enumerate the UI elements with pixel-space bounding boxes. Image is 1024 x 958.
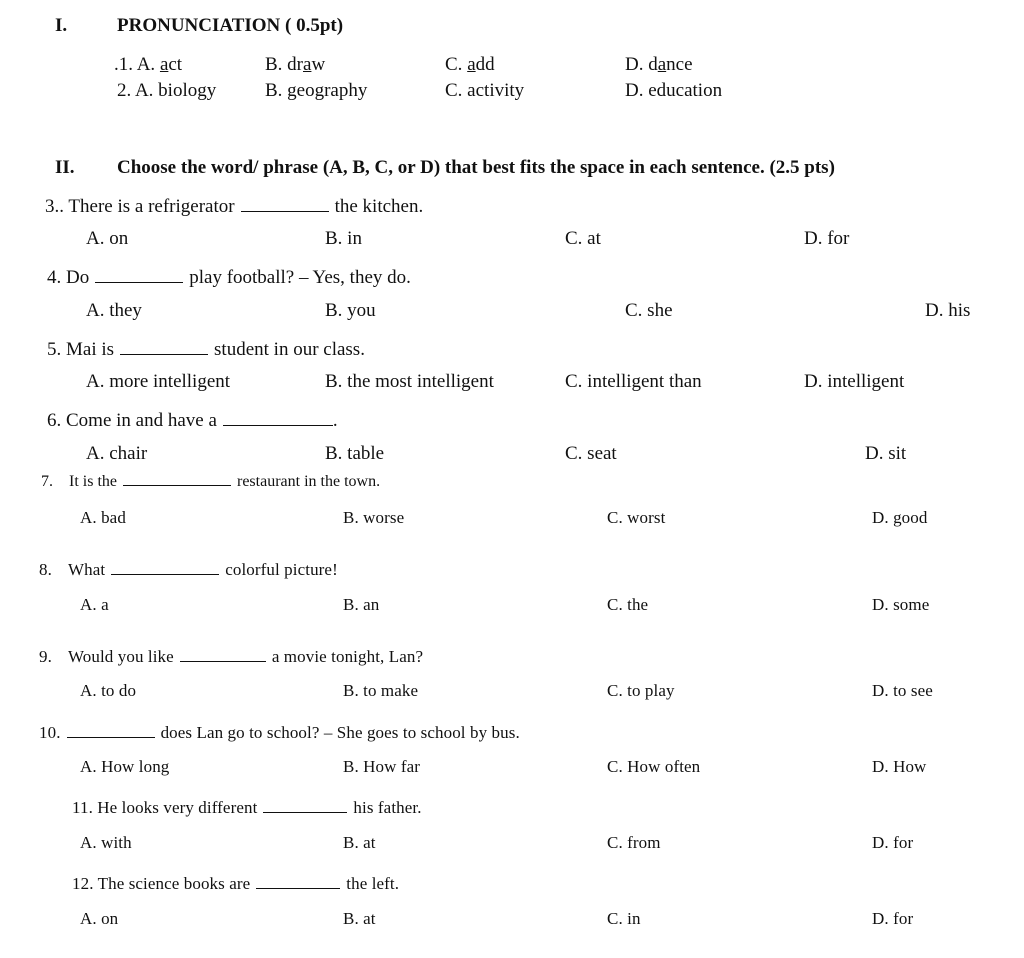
q11-blank: [263, 798, 347, 813]
q6-option-b: B. table: [325, 443, 385, 464]
q7-pre: It is the: [69, 473, 117, 490]
q7-option-d: D. good: [872, 508, 928, 527]
q1-number: .1. A.: [114, 54, 156, 75]
q2-option-a: 2. A. biology: [117, 80, 217, 101]
q9-stem: [39, 647, 423, 667]
q3-option-d: D. for: [804, 228, 850, 249]
q12-pre: The science books are: [97, 874, 251, 893]
q5-option-d: D. intelligent: [804, 371, 905, 392]
q1-c-rest: dd: [475, 54, 495, 75]
q9-number: 9.: [39, 647, 52, 666]
q1-a-rest: ct: [168, 54, 183, 75]
q7-post: restaurant in the town.: [237, 473, 381, 490]
q12-stem: [72, 874, 399, 894]
q6-option-c: C. seat: [565, 443, 617, 464]
q1-option-c: [445, 54, 495, 76]
q8-blank: [111, 560, 219, 575]
q1-b-underlined: a: [303, 54, 312, 75]
q8-option-a: A. a: [80, 595, 109, 614]
q3-blank: [241, 197, 329, 212]
q6-stem: [47, 410, 338, 432]
section2-title: Choose the word/ phrase (A, B, C, or D) that best fits the space in each sentence. (2.5 pts): [117, 157, 835, 178]
q8-number: 8.: [39, 560, 52, 579]
q5-post: student in our class.: [214, 339, 365, 360]
q12-option-b: B. at: [343, 909, 376, 928]
q5-option-b: B. the most intelligent: [325, 371, 494, 392]
q4-option-d: D. his: [925, 300, 971, 321]
q4-option-c: C. she: [625, 300, 673, 321]
q6-option-a: A. chair: [86, 443, 148, 464]
q4-pre: Do: [66, 267, 90, 288]
q3-option-c: C. at: [565, 228, 601, 249]
q11-stem: [72, 798, 422, 818]
q1-option-d: [625, 54, 693, 76]
q9-option-d: D. to see: [872, 681, 933, 700]
q7-number: 7.: [41, 473, 53, 490]
q8-option-b: B. an: [343, 595, 380, 614]
section1-title: PRONUNCIATION ( 0.5pt): [117, 15, 344, 36]
q6-option-d: D. sit: [865, 443, 907, 464]
q10-option-c: C. How often: [607, 757, 701, 776]
q11-option-d: D. for: [872, 833, 914, 852]
q11-post: his father.: [353, 798, 422, 817]
q1-d-pre: D. d: [625, 54, 658, 75]
q10-number: 10.: [39, 723, 61, 742]
q1-b-rest: w: [311, 54, 326, 75]
q10-option-a: A. How long: [80, 757, 170, 776]
q9-blank: [180, 647, 266, 662]
q12-option-d: D. for: [872, 909, 914, 928]
q6-post: .: [332, 410, 338, 431]
q1-b-pre: B. dr: [265, 54, 303, 75]
q9-option-a: A. to do: [80, 681, 137, 700]
q9-option-b: B. to make: [343, 681, 419, 700]
q12-option-c: C. in: [607, 909, 641, 928]
q7-stem: [41, 473, 380, 491]
q1-number-option-a: [114, 54, 182, 76]
q5-pre: Mai is: [66, 339, 115, 360]
section1-roman: I.: [55, 15, 68, 36]
q10-option-b: B. How far: [343, 757, 421, 776]
q4-blank: [95, 268, 183, 283]
q3-post: the kitchen.: [334, 196, 424, 217]
q7-option-c: C. worst: [607, 508, 666, 527]
q1-a-underlined: a: [159, 54, 169, 75]
q12-blank: [256, 874, 340, 889]
q6-blank: [223, 411, 333, 426]
q2-option-c: C. activity: [445, 80, 525, 101]
q10-post: does Lan go to school? – She goes to school by bus.: [160, 723, 520, 742]
q1-option-b: [265, 54, 325, 76]
q3-option-a: A. on: [86, 228, 129, 249]
q5-number: 5.: [47, 339, 62, 360]
q3-option-b: B. in: [325, 228, 362, 249]
q3-stem: [45, 196, 423, 218]
q9-pre: Would you like: [68, 647, 174, 666]
q7-blank: [123, 474, 231, 486]
q9-post: a movie tonight, Lan?: [271, 647, 424, 666]
q8-pre: What: [68, 560, 106, 579]
q4-stem: [47, 267, 411, 289]
q2-option-b: B. geography: [265, 80, 368, 101]
q1-d-rest: nce: [666, 54, 693, 75]
q5-option-c: C. intelligent than: [565, 371, 702, 392]
q8-post: colorful picture!: [225, 560, 338, 579]
q1-c-underlined: a: [467, 54, 476, 75]
q11-pre: He looks very different: [97, 798, 258, 817]
q10-stem: [39, 723, 520, 743]
q8-option-c: C. the: [607, 595, 649, 614]
q1-d-underlined: a: [657, 54, 667, 75]
q5-stem: [47, 339, 365, 361]
q10-blank: [67, 723, 155, 738]
q5-option-a: A. more intelligent: [86, 371, 231, 392]
q6-number: 6.: [47, 410, 62, 431]
q6-pre: Come in and have a: [66, 410, 217, 431]
q11-number: 11.: [72, 798, 93, 817]
q12-option-a: A. on: [80, 909, 119, 928]
q11-option-a: A. with: [80, 833, 132, 852]
q8-option-d: D. some: [872, 595, 930, 614]
q4-option-b: B. you: [325, 300, 376, 321]
q7-option-b: B. worse: [343, 508, 405, 527]
q11-option-b: B. at: [343, 833, 376, 852]
q7-option-a: A. bad: [80, 508, 126, 527]
q3-pre: There is a refrigerator: [68, 196, 235, 217]
q3-number: 3..: [45, 196, 64, 217]
q5-blank: [120, 340, 208, 355]
q12-number: 12.: [72, 874, 94, 893]
q4-number: 4.: [47, 267, 62, 288]
section2-roman: II.: [55, 157, 75, 178]
q11-option-c: C. from: [607, 833, 661, 852]
q1-c-pre: C.: [445, 54, 468, 75]
q9-option-c: C. to play: [607, 681, 675, 700]
q4-post: play football? – Yes, they do.: [189, 267, 411, 288]
q8-stem: [39, 560, 338, 580]
q10-option-d: D. How: [872, 757, 927, 776]
q12-post: the left.: [346, 874, 400, 893]
q4-option-a: A. they: [86, 300, 142, 321]
q2-option-d: D. education: [625, 80, 723, 101]
